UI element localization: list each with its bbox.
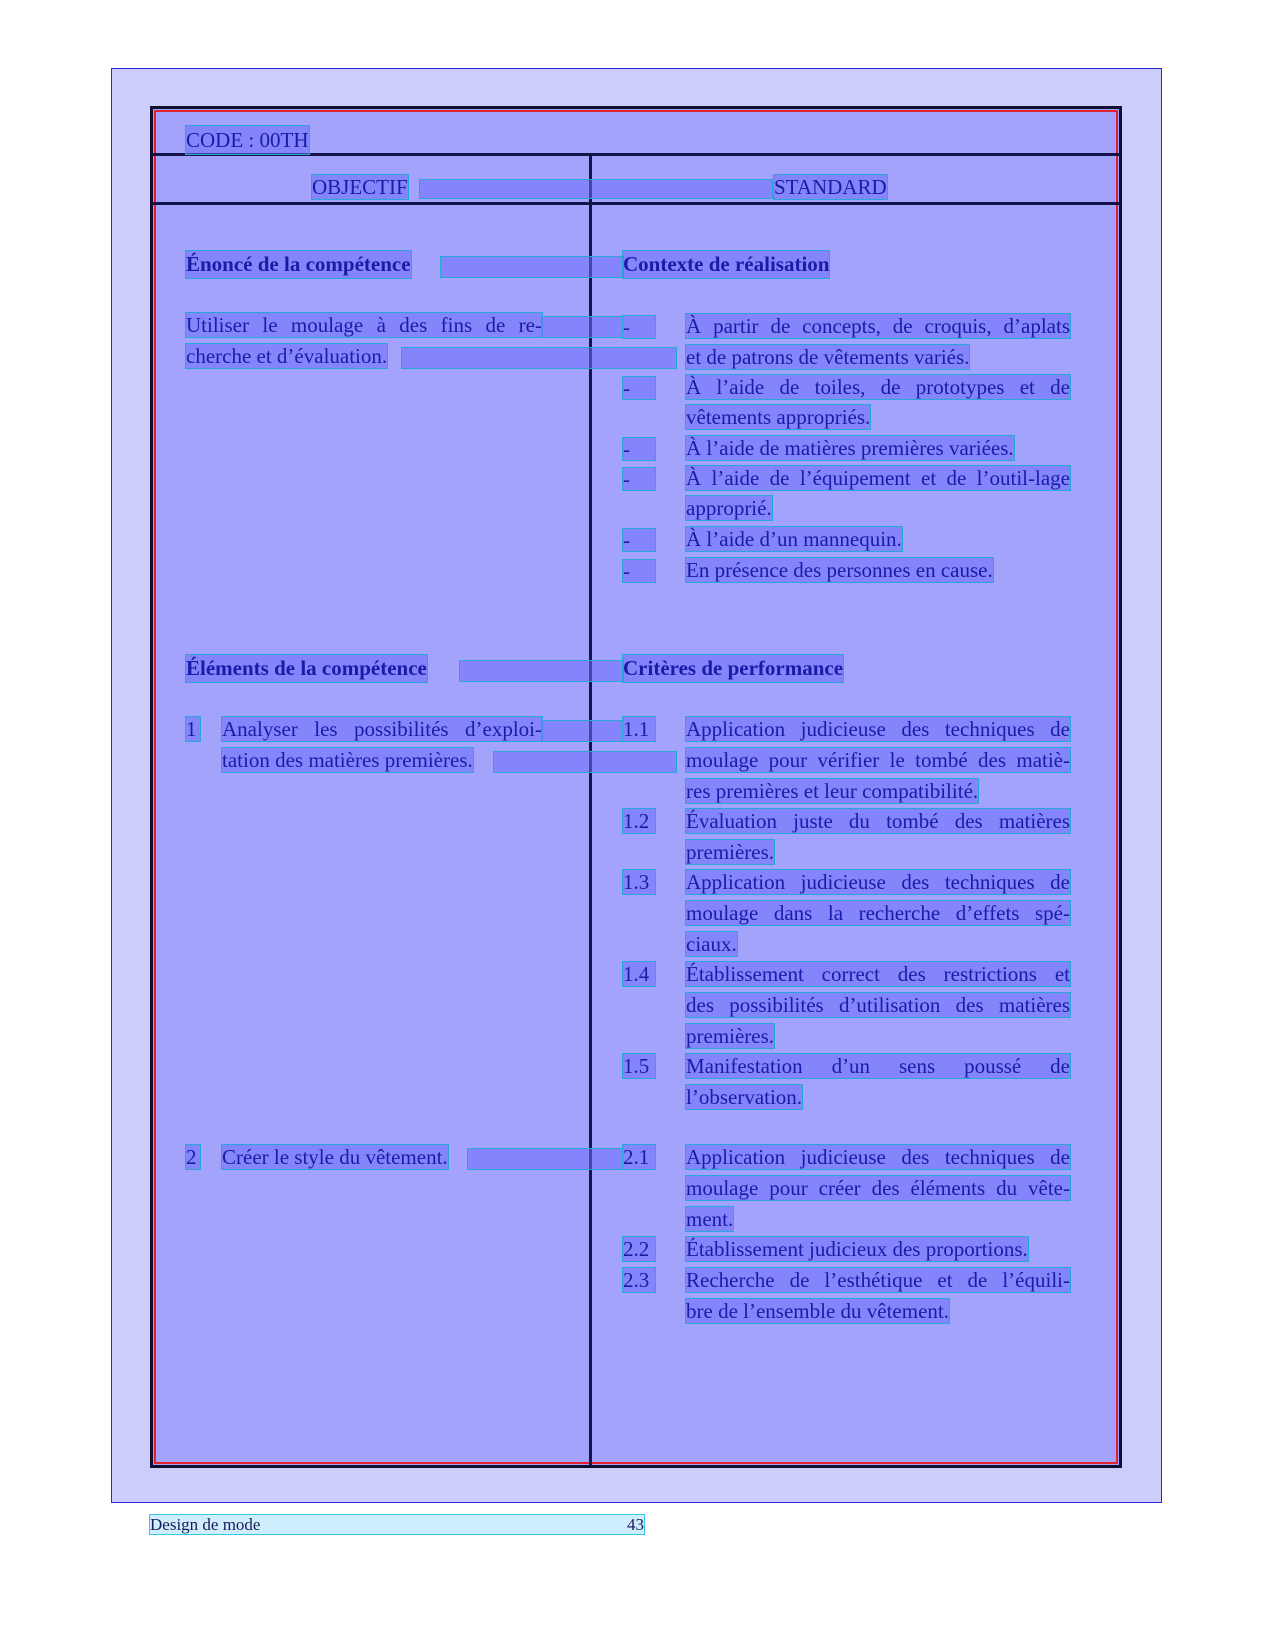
critere-number: 1.3 xyxy=(623,870,655,894)
contexte-marker: - xyxy=(623,377,655,399)
element-line-1: Analyser les possibilités d’exploi- xyxy=(222,717,542,741)
element-number: 2 xyxy=(186,1145,200,1169)
critere-number: 1.2 xyxy=(623,809,655,833)
critere-number: 2.1 xyxy=(623,1145,655,1169)
contexte-line: À l’aide de matières premières variées. xyxy=(686,436,1014,460)
contexte-line: approprié. xyxy=(686,496,772,520)
page-number: 43 xyxy=(627,1515,644,1534)
critere-line: res premières et leur compatibilité. xyxy=(686,779,979,803)
critere-line: Établissement judicieux des proportions. xyxy=(686,1237,1028,1261)
critere-line: moulage dans la recherche d’effets spé- xyxy=(686,901,1070,925)
contexte-item xyxy=(686,314,1070,369)
critere-line: premières. xyxy=(686,840,775,864)
critere-line: ment. xyxy=(686,1207,734,1231)
column-header-standard: STANDARD xyxy=(774,175,887,199)
code-label: CODE : 00TH xyxy=(186,128,309,152)
contexte-item xyxy=(686,436,1070,460)
header-highlight-bridge xyxy=(420,180,772,198)
contexte-item xyxy=(686,375,1070,429)
title-highlight-bridge-1 xyxy=(441,257,623,277)
critere-line: Recherche de l’esthétique et de l’équili- xyxy=(686,1268,1070,1292)
critere-item xyxy=(686,1054,1070,1109)
header-rule-bottom xyxy=(153,202,1119,205)
critere-number: 1.4 xyxy=(623,962,655,986)
critere-line: Application judicieuse des techniques de xyxy=(686,870,1070,894)
critere-number: 2.3 xyxy=(623,1268,655,1292)
critere-line: Établissement correct des restrictions et xyxy=(686,962,1070,986)
criteres-title: Critères de performance xyxy=(623,656,844,680)
elements-title: Éléments de la compétence xyxy=(186,656,427,680)
enonce-line-1: Utiliser le moulage à des fins de re- xyxy=(186,313,542,337)
critere-number: 1.5 xyxy=(623,1054,655,1078)
enonce-highlight-bridge-1 xyxy=(542,317,622,337)
contexte-marker: - xyxy=(623,560,655,582)
contexte-item xyxy=(686,558,1070,582)
title-highlight-bridge-2 xyxy=(460,661,623,681)
critere-item xyxy=(686,717,1070,803)
contexte-marker: - xyxy=(623,438,655,460)
critere-line: moulage pour vérifier le tombé des matiè- xyxy=(686,748,1070,772)
enonce-highlight-bridge-2 xyxy=(402,348,676,368)
element-number: 1 xyxy=(186,717,200,741)
contexte-title: Contexte de réalisation xyxy=(623,252,830,276)
enonce-title: Énoncé de la compétence xyxy=(186,252,411,276)
contexte-line: vêtements appropriés. xyxy=(686,405,871,429)
critere-line: premières. xyxy=(686,1024,775,1048)
critere-item xyxy=(686,1145,1070,1231)
critere-line: des possibilités d’utilisation des matières xyxy=(686,993,1070,1017)
critere-number: 1.1 xyxy=(623,717,655,741)
contexte-item xyxy=(686,466,1070,520)
contexte-line: À partir de concepts, de croquis, d’aplats xyxy=(686,314,1070,338)
page-footer xyxy=(150,1515,644,1534)
critere-line: Manifestation d’un sens poussé de xyxy=(686,1054,1070,1078)
contexte-line: À l’aide de l’équipement et de l’outil-lage xyxy=(686,466,1070,490)
critere-number: 2.2 xyxy=(623,1237,655,1261)
critere-line: moulage pour créer des éléments du vête- xyxy=(686,1176,1070,1200)
critere-item xyxy=(686,962,1070,1048)
contexte-marker: - xyxy=(623,529,655,551)
contexte-line: En présence des personnes en cause. xyxy=(686,558,993,582)
critere-line: Évaluation juste du tombé des matières xyxy=(686,809,1070,833)
critere-item xyxy=(686,870,1070,956)
critere-line: l’observation. xyxy=(686,1085,803,1109)
critere-item xyxy=(686,809,1070,864)
critere-line: ciaux. xyxy=(686,932,737,956)
enonce-line-2: cherche et d’évaluation. xyxy=(186,344,388,368)
contexte-line: et de patrons de vêtements variés. xyxy=(686,345,970,369)
element-highlight-bridge-1 xyxy=(542,721,622,741)
contexte-marker: - xyxy=(623,468,655,490)
element-highlight-bridge-2 xyxy=(494,752,676,772)
contexte-marker: - xyxy=(623,316,655,338)
element-2-line-1: Créer le style du vêtement. xyxy=(222,1145,448,1169)
critere-line: bre de l’ensemble du vêtement. xyxy=(686,1299,949,1323)
contexte-item xyxy=(686,527,1070,551)
column-header-objectif: OBJECTIF xyxy=(312,175,408,199)
element-highlight-bridge-3 xyxy=(468,1149,622,1169)
critere-line: Application judicieuse des techniques de xyxy=(686,717,1070,741)
element-line-2: tation des matières premières. xyxy=(222,748,473,772)
footer-title: Design de mode xyxy=(150,1515,261,1534)
contexte-line: À l’aide d’un mannequin. xyxy=(686,527,902,551)
critere-item xyxy=(686,1237,1070,1261)
contexte-line: À l’aide de toiles, de prototypes et de xyxy=(686,375,1070,399)
critere-item xyxy=(686,1268,1070,1323)
critere-line: Application judicieuse des techniques de xyxy=(686,1145,1070,1169)
